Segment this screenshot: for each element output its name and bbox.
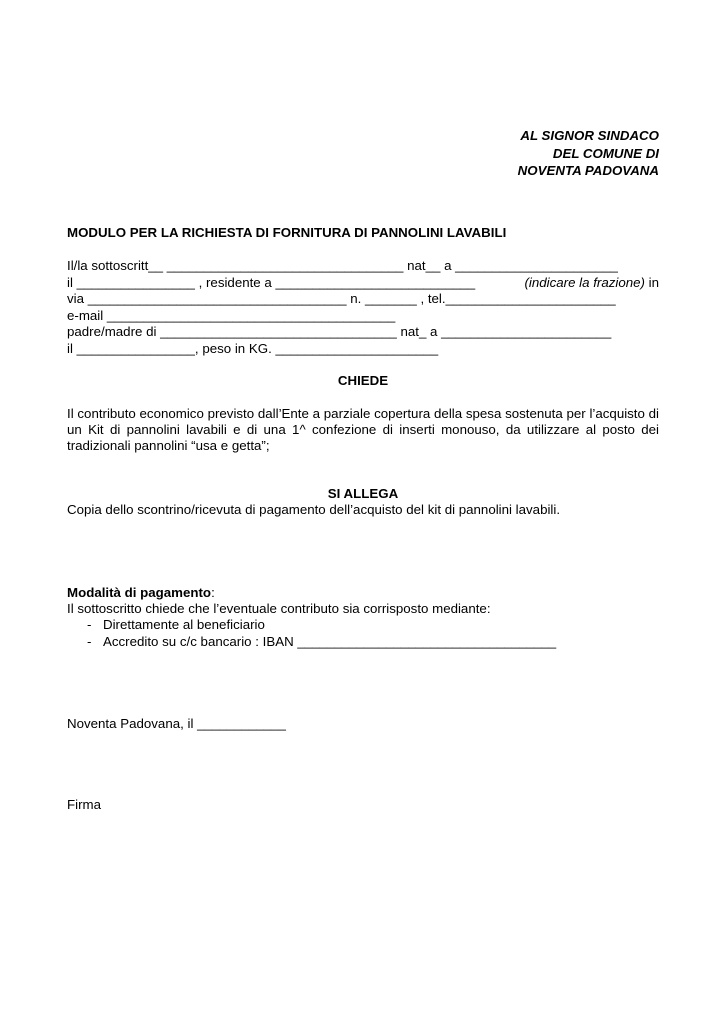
place-date: Noventa Padovana, il ____________ — [67, 716, 286, 731]
field-row-address: via ___________________________________ n. _______ , tel._______________________ — [67, 291, 616, 307]
field-row-residence — [67, 275, 659, 292]
request-heading: CHIEDE — [337, 373, 389, 388]
addressee-block — [518, 127, 659, 180]
payment-options — [67, 617, 556, 649]
payment-colon: : — [211, 585, 215, 600]
field-birthdate-residence: il ________________ , residente a ___________________________ — [67, 274, 476, 290]
addressee-line-3: NOVENTA PADOVANA — [517, 163, 659, 178]
field-in-label: in — [648, 274, 659, 290]
addressee-line-2: DEL COMUNE DI — [552, 145, 659, 161]
signature-label: Firma — [67, 797, 101, 812]
field-row-name: Il/la sottoscritt__ ________________________________ nat__ a ______________________ — [67, 258, 618, 273]
addressee-line-1: AL SIGNOR SINDACO — [520, 128, 659, 143]
payment-intro: Il sottoscritto chiede che l’eventuale contributo sia corrisposto mediante: — [67, 601, 491, 617]
field-row-email: e-mail _______________________________________ — [67, 307, 396, 323]
applicant-fields — [67, 258, 659, 358]
attachment-text: Copia dello scontrino/ricevuta di pagamento dell’acquisto del kit di pannolini lavabili. — [67, 502, 561, 517]
attachment-heading: SI ALLEGA — [327, 486, 399, 501]
document-page — [67, 0, 659, 1024]
bullet-dash: - — [87, 633, 92, 649]
field-row-parent: padre/madre di ________________________________ nat_ a _______________________ — [67, 324, 612, 340]
field-frazione-note: (indicare la frazione) — [524, 274, 645, 290]
bullet-dash: - — [87, 617, 92, 633]
payment-heading: Modalità di pagamento — [67, 585, 212, 600]
request-text: Il contributo economico previsto dall’Ente a parziale copertura della spesa sostenuta per l’acquisto di un Kit di pannolini lavabili e di una 1^ confezione di inserti monouso, da utilizzare al posto dei tradizionali pannolini “usa e getta”; — [67, 406, 659, 454]
payment-option-direct: - Direttamente al beneficiario — [87, 617, 265, 633]
field-row-birth-weight: il ________________, peso in KG. ______________________ — [67, 340, 439, 356]
payment-option-iban: - Accredito su c/c bancario : IBAN ___________________________________ — [87, 633, 557, 649]
form-title: MODULO PER LA RICHIESTA DI FORNITURA DI PANNOLINI LAVABILI — [67, 225, 507, 240]
payment-section — [67, 585, 556, 650]
